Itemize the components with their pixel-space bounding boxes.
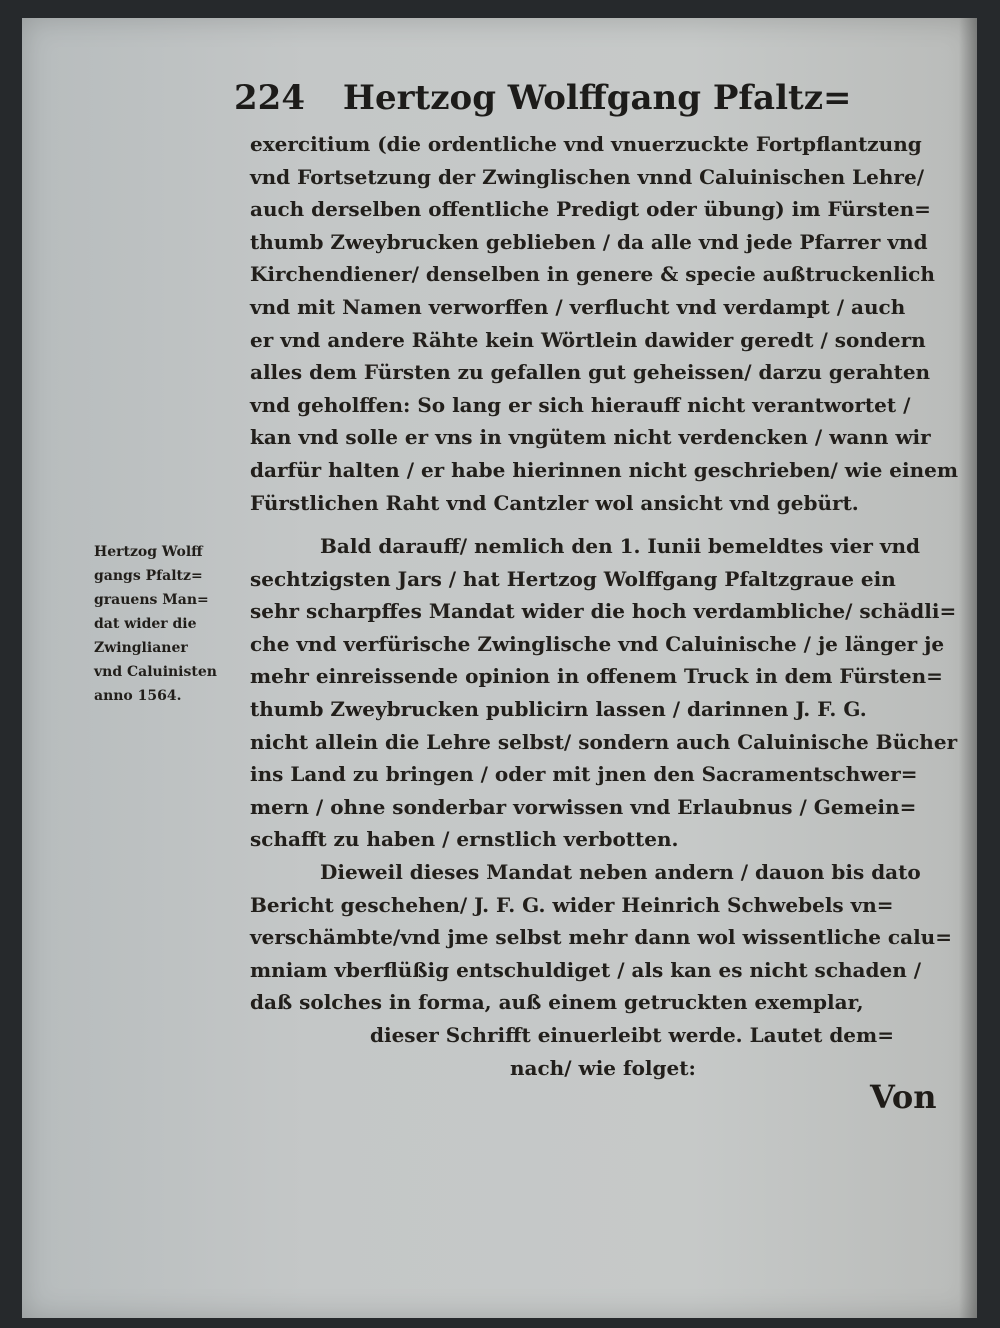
text-line: verschämbte/vnd jme selbst mehr dann wol wissentliche calu=	[250, 925, 952, 950]
paragraph-1	[250, 128, 959, 519]
text-line: alles dem Fürsten zu gefallen gut geheissen/ darzu gerahten	[250, 360, 931, 385]
text-line: vnd Fortsetzung der Zwinglischen vnnd Caluinischen Lehre/	[250, 164, 924, 189]
text-line: vnd geholffen: So lang er sich hierauff nicht verantwortet /	[250, 392, 911, 417]
note-line: Zwinglianer	[94, 640, 188, 656]
page-gutter-shadow	[959, 18, 977, 1318]
text-line: mehr einreissende opinion in offenem Truck in dem Fürsten=	[250, 664, 943, 689]
text-line: er vnd andere Rähte kein Wörtlein dawider geredt / sondern	[250, 327, 926, 352]
text-line: vnd mit Namen verworffen / verflucht vnd verdampt / auch	[250, 294, 906, 319]
text-line: kan vnd solle er vns in vngütem nicht verdencken / wann wir	[250, 425, 931, 450]
note-line: anno 1564.	[94, 688, 182, 704]
text-line: thumb Zweybrucken publicirn lassen / darinnen J. F. G.	[250, 696, 867, 721]
text-line: Fürstlichen Raht vnd Cantzler wol ansicht vnd gebürt.	[250, 490, 859, 515]
text-line: sechtzigsten Jars / hat Hertzog Wolffgang Pfaltzgraue ein	[250, 566, 896, 591]
paragraph-3	[250, 856, 950, 1084]
text-line: sehr scharpffes Mandat wider die hoch verdambliche/ schädli=	[250, 599, 957, 624]
text-line: exercitium (die ordentliche vnd vnuerzuckte Fortpflantzung	[250, 132, 922, 156]
text-line: nicht allein die Lehre selbst/ sondern auch Caluinische Bücher	[250, 729, 958, 754]
marginal-note	[94, 540, 254, 708]
paragraph-2	[250, 530, 958, 856]
running-title: Hertzog Wolffgang Pfaltz=	[342, 78, 852, 118]
text-line: che vnd verfürische Zwinglische vnd Caluinische / je länger je	[250, 631, 945, 656]
text-line: dieser Schrifft einuerleibt werde. Lautet dem=	[370, 1022, 894, 1047]
running-header	[234, 78, 851, 118]
text-line: Bald darauff/ nemlich den 1. Iunii bemeldtes vier vnd	[320, 534, 920, 558]
text-line: mern / ohne sonderbar vorwissen vnd Erlaubnus / Gemein=	[250, 794, 917, 819]
text-line: auch derselben offentliche Predigt oder übung) im Fürsten=	[250, 197, 931, 222]
note-line: vnd Caluinisten	[94, 664, 217, 680]
text-line: darfür halten / er habe hierinnen nicht geschrieben/ wie einem	[250, 457, 959, 482]
text-line: nach/ wie folget:	[510, 1055, 696, 1080]
note-line: dat wider die	[94, 616, 197, 632]
text-line: thumb Zweybrucken geblieben / da alle vnd jede Pfarrer vnd	[250, 229, 928, 254]
text-line: Bericht geschehen/ J. F. G. wider Heinrich Schwebels vn=	[250, 892, 894, 917]
text-line: mniam vberflüßig entschuldiget / als kan es nicht schaden /	[250, 957, 922, 982]
text-line: schafft zu haben / ernstlich verbotten.	[250, 827, 679, 852]
text-line: ins Land zu bringen / oder mit jnen den Sacramentschwer=	[250, 762, 918, 787]
text-line: Dieweil dieses Mandat neben andern / dauon bis dato	[320, 860, 921, 884]
catchword: Von	[870, 1078, 937, 1116]
note-line: gangs Pfaltz=	[94, 568, 203, 584]
text-line: daß solches in forma, auß einem getruckten exemplar,	[250, 990, 864, 1015]
page-number: 224	[234, 78, 305, 118]
text-line: Kirchendiener/ denselben in genere & specie außtruckenlich	[250, 262, 935, 287]
note-line: Hertzog Wolff	[94, 544, 203, 560]
note-line: grauens Man=	[94, 592, 209, 608]
